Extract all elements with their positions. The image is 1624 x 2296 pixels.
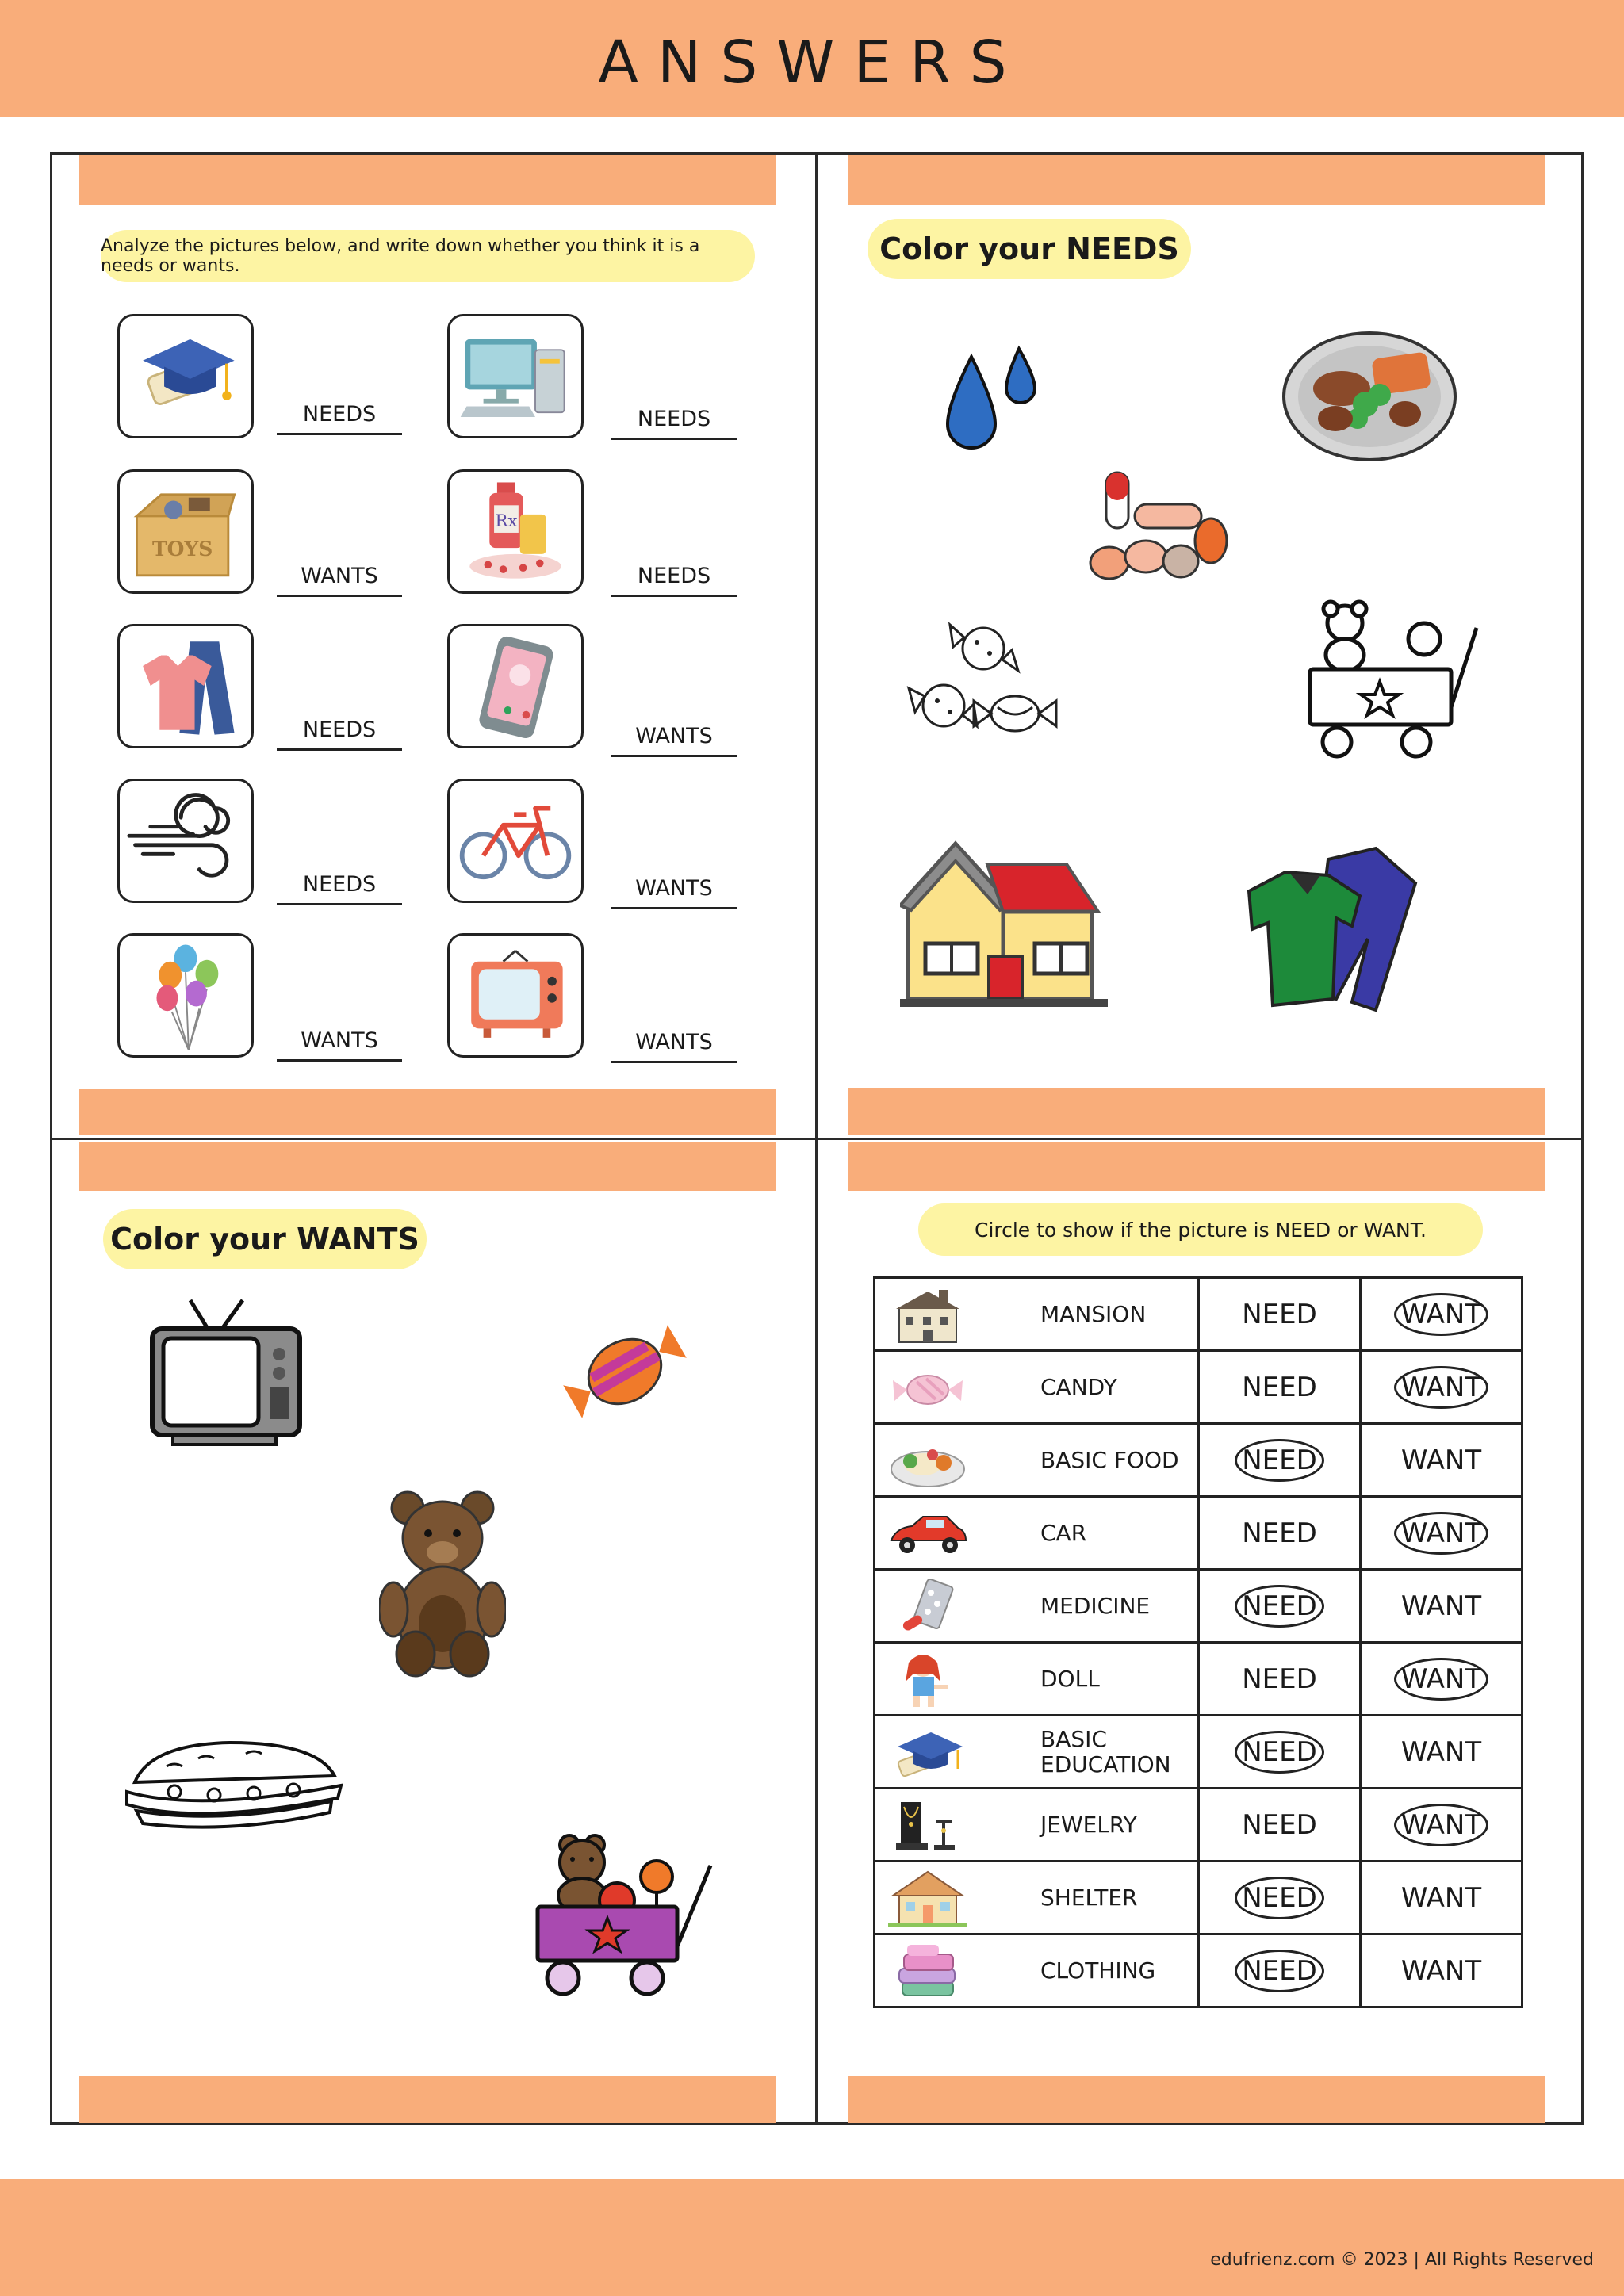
answer-2[interactable]: NEEDS — [611, 401, 737, 440]
want-cell[interactable] — [1361, 1497, 1522, 1570]
want-option[interactable]: WANT — [1394, 1658, 1488, 1701]
computer-icon — [450, 316, 581, 436]
copyright-footer: edufrienz.com © 2023 | All Rights Reserved — [1210, 2250, 1594, 2270]
item-label: BASIC FOOD — [1040, 1446, 1179, 1473]
item-cell — [875, 1278, 1199, 1351]
want-option[interactable]: WANT — [1400, 1590, 1482, 1622]
need-option[interactable]: NEED — [1242, 1298, 1317, 1330]
need-option[interactable]: NEED — [1235, 1731, 1324, 1774]
q4-instruction: Circle to show if the picture is NEED or WANT. — [918, 1203, 1483, 1256]
mansion-icon — [888, 1285, 967, 1345]
want-option[interactable]: WANT — [1394, 1804, 1488, 1846]
want-cell[interactable] — [1361, 1570, 1522, 1643]
table-row — [875, 1862, 1522, 1934]
needs-wants-table — [873, 1276, 1523, 2008]
card-graduation — [117, 314, 254, 438]
want-option[interactable]: WANT — [1400, 1954, 1482, 1987]
pills-icon — [1082, 468, 1233, 591]
page-title: ANSWERS — [598, 29, 1026, 97]
want-option[interactable]: WANT — [1394, 1366, 1488, 1409]
item-cell — [875, 1789, 1199, 1862]
toy-wagon-outline-icon — [1300, 596, 1487, 767]
card-computer — [447, 314, 584, 438]
answer-9[interactable]: WANTS — [277, 1023, 402, 1062]
q1-instruction: Analyze the pictures below, and write down whether you think it is a needs or wants. — [101, 230, 755, 282]
q2-top-strip — [848, 155, 1545, 205]
jewelry-icon — [888, 1796, 967, 1856]
q1-top-strip — [79, 155, 776, 205]
card-medicine — [447, 469, 584, 594]
card-phone — [447, 624, 584, 748]
item-label: CLOTHING — [1040, 1957, 1156, 1984]
svg-text:Rx: Rx — [495, 511, 518, 531]
item-cell — [875, 1570, 1199, 1643]
want-cell[interactable] — [1361, 1789, 1522, 1862]
table-row — [875, 1934, 1522, 2007]
want-option[interactable]: WANT — [1400, 1881, 1482, 1914]
svg-text:TOYS: TOYS — [152, 537, 213, 561]
want-cell[interactable] — [1361, 1424, 1522, 1497]
item-cell — [875, 1497, 1199, 1570]
item-label: JEWELRY — [1040, 1811, 1137, 1838]
card-bicycle — [447, 779, 584, 903]
doll-icon — [888, 1650, 967, 1710]
answer-7[interactable]: NEEDS — [277, 867, 402, 905]
card-television — [447, 933, 584, 1058]
item-cell — [875, 1862, 1199, 1934]
water-drops-icon — [940, 341, 1043, 464]
q4-bottom-strip — [848, 2076, 1545, 2123]
want-option[interactable]: WANT — [1400, 1444, 1482, 1476]
want-cell[interactable] — [1361, 1643, 1522, 1716]
toy-box-icon — [120, 472, 251, 591]
need-cell[interactable] — [1199, 1934, 1361, 2007]
need-option[interactable]: NEED — [1235, 1877, 1324, 1919]
need-cell[interactable] — [1199, 1570, 1361, 1643]
medicine-icon — [888, 1577, 967, 1637]
card-wind — [117, 779, 254, 903]
table-row — [875, 1424, 1522, 1497]
q2-heading: Color your NEEDS — [868, 219, 1191, 279]
card-balloons — [117, 933, 254, 1058]
shelter-icon — [888, 1869, 967, 1929]
table-row — [875, 1351, 1522, 1424]
need-cell[interactable] — [1199, 1351, 1361, 1424]
item-label: CAR — [1040, 1519, 1087, 1546]
want-option[interactable]: WANT — [1394, 1512, 1488, 1555]
card-toys — [117, 469, 254, 594]
candy-icon — [561, 1308, 688, 1435]
clothes-icon — [120, 626, 251, 746]
toy-wagon-icon — [531, 1827, 718, 2002]
want-cell[interactable] — [1361, 1351, 1522, 1424]
graduation-cap-icon — [120, 316, 251, 436]
table-row — [875, 1643, 1522, 1716]
want-cell[interactable] — [1361, 1934, 1522, 2007]
sandwich-outline-icon — [119, 1736, 349, 1831]
item-cell — [875, 1643, 1199, 1716]
footer-band — [0, 2179, 1624, 2296]
want-cell[interactable] — [1361, 1716, 1522, 1789]
item-label: DOLL — [1040, 1665, 1100, 1692]
smartphone-icon — [450, 626, 581, 746]
car-icon — [888, 1504, 967, 1564]
table-row — [875, 1570, 1522, 1643]
q3-heading: Color your WANTS — [103, 1209, 427, 1269]
item-cell — [875, 1424, 1199, 1497]
need-option[interactable]: NEED — [1242, 1808, 1317, 1841]
clothes-icon — [1241, 844, 1427, 1018]
bicycle-icon — [450, 781, 581, 901]
answer-1[interactable]: NEEDS — [277, 396, 402, 435]
answer-3[interactable]: WANTS — [277, 558, 402, 597]
house-icon — [900, 840, 1110, 1011]
answer-10[interactable]: WANTS — [611, 1024, 737, 1063]
item-label: CANDY — [1040, 1373, 1117, 1400]
item-cell — [875, 1716, 1199, 1789]
need-option[interactable]: NEED — [1242, 1517, 1317, 1549]
card-clothes — [117, 624, 254, 748]
want-option[interactable]: WANT — [1394, 1293, 1488, 1336]
balloons-icon — [120, 936, 251, 1055]
q3-top-strip — [79, 1142, 776, 1191]
need-option[interactable]: NEED — [1235, 1439, 1324, 1482]
answer-6[interactable]: WANTS — [611, 718, 737, 757]
q2-bottom-strip — [848, 1088, 1545, 1135]
need-cell[interactable] — [1199, 1278, 1361, 1351]
item-label: MEDICINE — [1040, 1592, 1151, 1619]
need-cell[interactable] — [1199, 1789, 1361, 1862]
answer-8[interactable]: WANTS — [611, 871, 737, 909]
need-cell[interactable] — [1199, 1424, 1361, 1497]
television-outline-icon — [149, 1297, 304, 1448]
need-option[interactable]: NEED — [1235, 1950, 1324, 1992]
graduation-cap-icon — [888, 1723, 967, 1783]
food-plate-icon — [1278, 325, 1461, 468]
item-label: MANSION — [1040, 1300, 1147, 1327]
q4-top-strip — [848, 1142, 1545, 1191]
answer-4[interactable]: NEEDS — [611, 558, 737, 597]
item-cell — [875, 1934, 1199, 2007]
need-cell[interactable] — [1199, 1497, 1361, 1570]
candy-outline-icon — [904, 618, 1059, 745]
item-label: SHELTER — [1040, 1884, 1138, 1911]
need-option[interactable]: NEED — [1242, 1663, 1317, 1695]
television-icon — [450, 936, 581, 1055]
q3-bottom-strip — [79, 2076, 776, 2123]
answer-5[interactable]: NEEDS — [277, 712, 402, 751]
clothing-icon — [888, 1942, 967, 2002]
table-row — [875, 1716, 1522, 1789]
q1-bottom-strip — [79, 1089, 776, 1135]
item-label: BASIC EDUCATION — [1040, 1725, 1171, 1777]
wind-icon — [120, 781, 251, 901]
want-cell[interactable] — [1361, 1862, 1522, 1934]
want-cell[interactable] — [1361, 1278, 1522, 1351]
medicine-icon — [450, 472, 581, 591]
item-cell — [875, 1351, 1199, 1424]
horizontal-divider — [50, 1138, 1584, 1140]
table-row — [875, 1789, 1522, 1862]
candy-icon — [888, 1358, 967, 1418]
teddy-bear-icon — [379, 1490, 506, 1681]
table-row — [875, 1497, 1522, 1570]
need-option[interactable]: NEED — [1235, 1585, 1324, 1628]
basic-food-icon — [888, 1431, 967, 1491]
need-cell[interactable] — [1199, 1862, 1361, 1934]
want-option[interactable]: WANT — [1400, 1735, 1482, 1768]
need-option[interactable]: NEED — [1242, 1371, 1317, 1403]
need-cell[interactable] — [1199, 1716, 1361, 1789]
need-cell[interactable] — [1199, 1643, 1361, 1716]
table-row — [875, 1278, 1522, 1351]
